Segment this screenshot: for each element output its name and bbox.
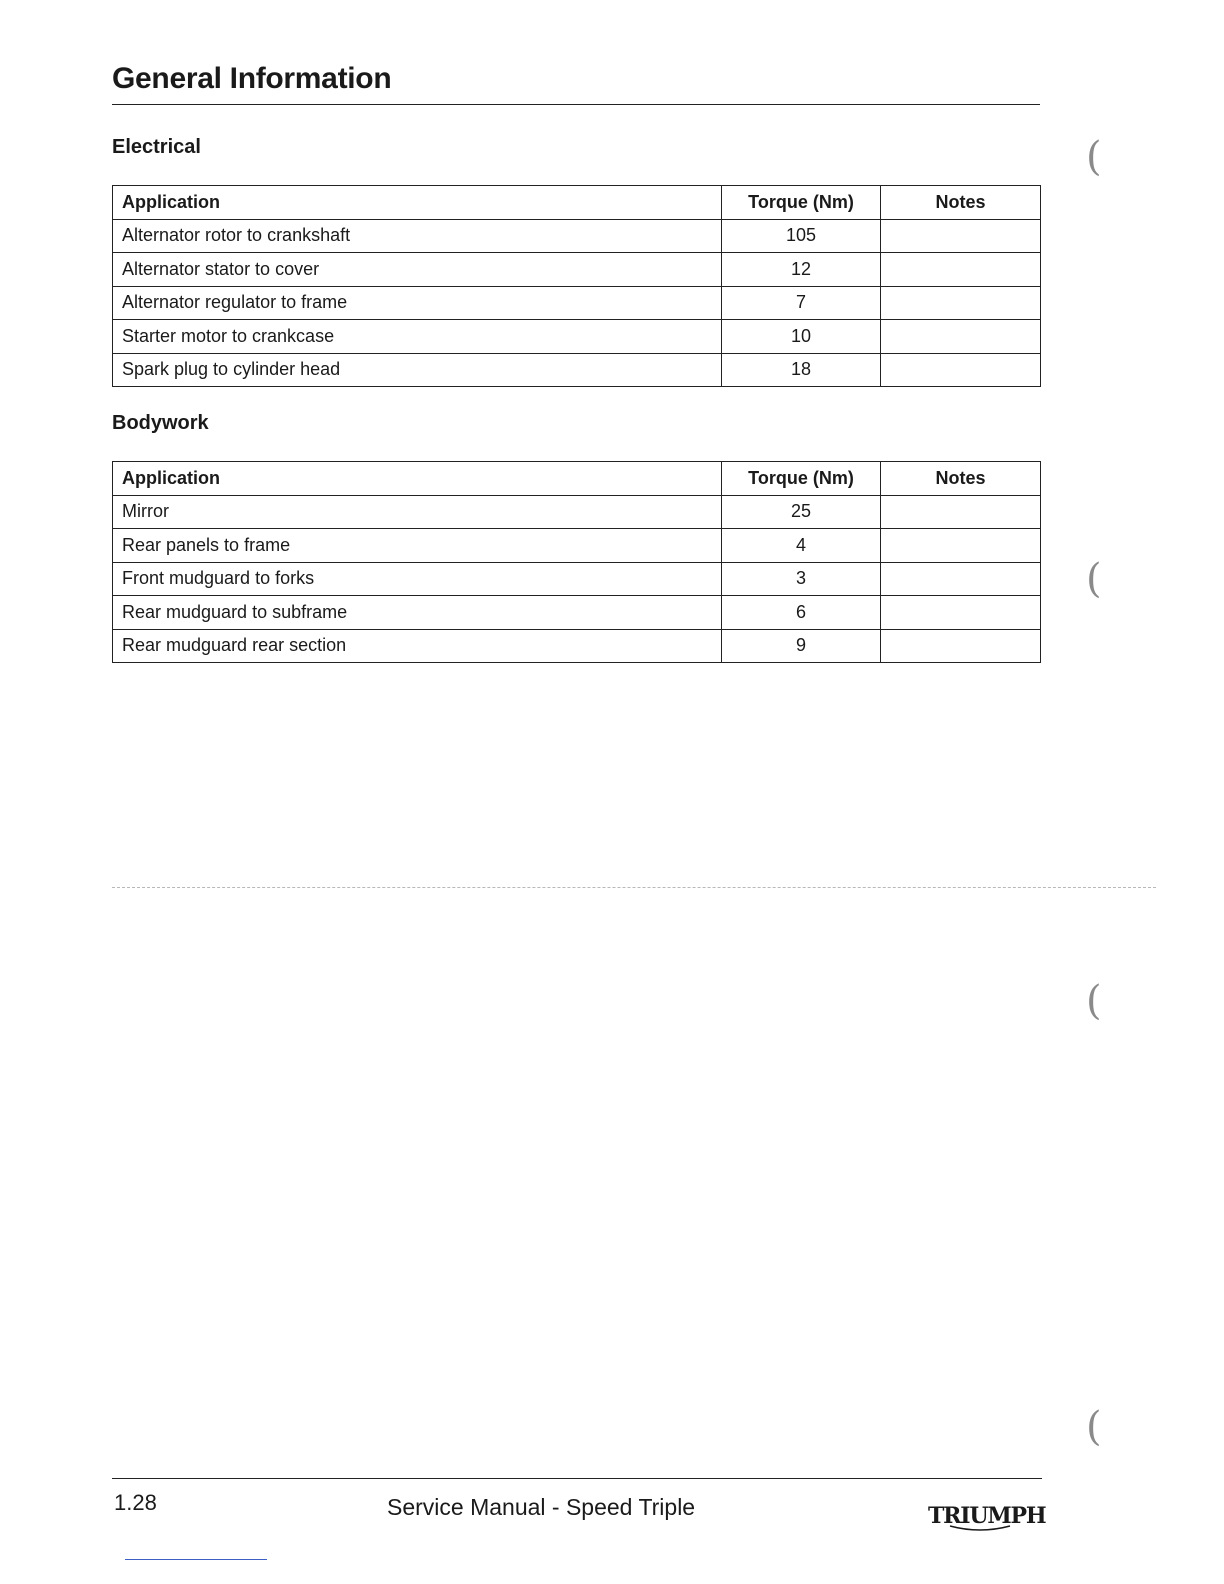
table-row bbox=[113, 596, 1041, 630]
application-cell: Alternator stator to cover bbox=[113, 253, 722, 287]
table-row bbox=[113, 253, 1041, 287]
footer-divider bbox=[112, 1478, 1042, 1479]
torque-cell: 9 bbox=[722, 629, 881, 663]
manual-title: Service Manual - Speed Triple bbox=[387, 1494, 696, 1520]
application-cell: Mirror bbox=[113, 495, 722, 529]
table-header-row bbox=[113, 186, 1041, 220]
notes-cell bbox=[881, 529, 1041, 563]
binder-hole-mark: ( bbox=[1086, 978, 1102, 1024]
page-number: 1.28 bbox=[114, 1490, 157, 1515]
link-underline-artifact bbox=[125, 1559, 267, 1560]
scan-artifact-line bbox=[112, 887, 1156, 888]
bodywork-torque-table bbox=[112, 461, 1041, 663]
table-row bbox=[113, 529, 1041, 563]
notes-cell bbox=[881, 495, 1041, 529]
torque-cell: 3 bbox=[722, 562, 881, 596]
table-row bbox=[113, 495, 1041, 529]
torque-cell: 25 bbox=[722, 495, 881, 529]
notes-cell bbox=[881, 629, 1041, 663]
triumph-logo bbox=[928, 1500, 1046, 1535]
torque-cell: 18 bbox=[722, 353, 881, 387]
table-row bbox=[113, 219, 1041, 253]
notes-cell bbox=[881, 320, 1041, 354]
section-heading-electrical: Electrical bbox=[112, 136, 201, 158]
binder-hole-mark: ( bbox=[1086, 556, 1102, 602]
notes-cell bbox=[881, 219, 1041, 253]
column-header-torque: Torque (Nm) bbox=[722, 462, 881, 496]
torque-cell: 105 bbox=[722, 219, 881, 253]
title-divider bbox=[112, 104, 1040, 105]
application-cell: Rear panels to frame bbox=[113, 529, 722, 563]
table-row bbox=[113, 629, 1041, 663]
application-cell: Starter motor to crankcase bbox=[113, 320, 722, 354]
svg-text:TRIUMPH: TRIUMPH bbox=[928, 1503, 1046, 1529]
table-row bbox=[113, 286, 1041, 320]
notes-cell bbox=[881, 353, 1041, 387]
page-title: General Information bbox=[112, 62, 392, 95]
notes-cell bbox=[881, 562, 1041, 596]
application-cell: Front mudguard to forks bbox=[113, 562, 722, 596]
column-header-application: Application bbox=[113, 186, 722, 220]
binder-hole-mark: ( bbox=[1086, 134, 1102, 180]
notes-cell bbox=[881, 596, 1041, 630]
torque-cell: 10 bbox=[722, 320, 881, 354]
column-header-notes: Notes bbox=[881, 462, 1041, 496]
torque-cell: 7 bbox=[722, 286, 881, 320]
application-cell: Alternator rotor to crankshaft bbox=[113, 219, 722, 253]
column-header-notes: Notes bbox=[881, 186, 1041, 220]
column-header-torque: Torque (Nm) bbox=[722, 186, 881, 220]
column-header-application: Application bbox=[113, 462, 722, 496]
table-row bbox=[113, 562, 1041, 596]
torque-cell: 4 bbox=[722, 529, 881, 563]
table-header-row bbox=[113, 462, 1041, 496]
torque-cell: 12 bbox=[722, 253, 881, 287]
table-row bbox=[113, 353, 1041, 387]
table-row bbox=[113, 320, 1041, 354]
application-cell: Rear mudguard rear section bbox=[113, 629, 722, 663]
notes-cell bbox=[881, 253, 1041, 287]
notes-cell bbox=[881, 286, 1041, 320]
binder-hole-mark: ( bbox=[1086, 1404, 1102, 1450]
application-cell: Spark plug to cylinder head bbox=[113, 353, 722, 387]
section-heading-bodywork: Bodywork bbox=[112, 412, 209, 434]
application-cell: Alternator regulator to frame bbox=[113, 286, 722, 320]
torque-cell: 6 bbox=[722, 596, 881, 630]
electrical-torque-table bbox=[112, 185, 1041, 387]
application-cell: Rear mudguard to subframe bbox=[113, 596, 722, 630]
